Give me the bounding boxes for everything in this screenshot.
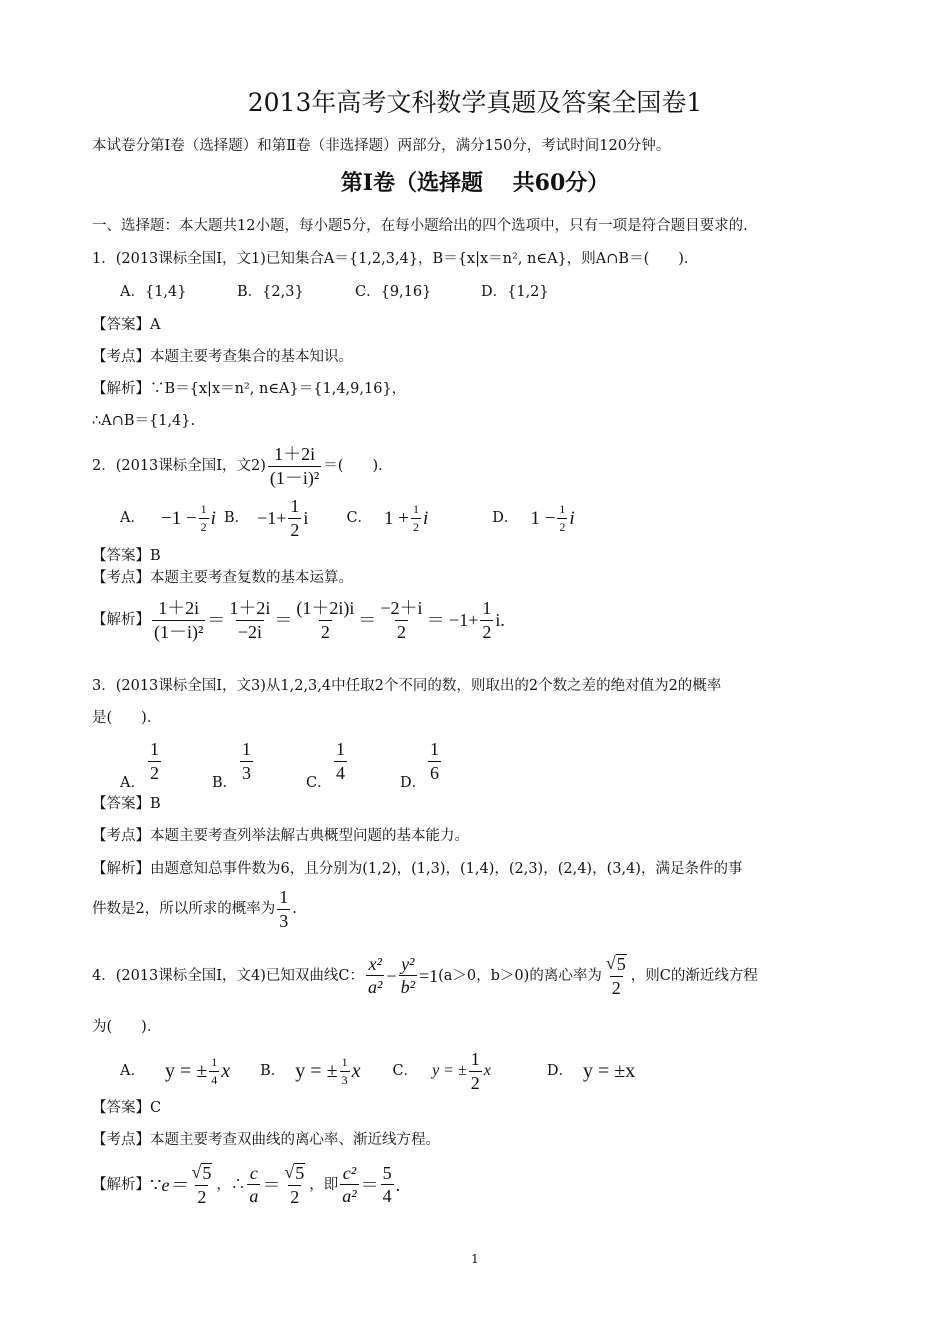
answer-value: B — [150, 796, 161, 812]
period: . — [395, 1174, 401, 1195]
q2-option-c-value — [384, 503, 428, 533]
point-text: 本题主要考查集合的基本知识。 — [150, 349, 353, 365]
q4-option-a-label: A． — [120, 1063, 145, 1080]
answer-label: 【答案】 — [92, 796, 150, 812]
fraction-den: 2 — [413, 519, 420, 534]
q1-option-b: B．{2,3} — [237, 284, 304, 300]
q3-analysis — [92, 862, 742, 877]
point-label: 【考点】 — [92, 828, 150, 844]
option-lead: y = ± — [164, 1060, 208, 1083]
fraction-den: (1－i)² — [154, 621, 204, 642]
q2-option-d-lead: 1 − — [530, 507, 556, 529]
analysis-text: ∵B＝{x|x＝n², n∈A}＝{1,4,9,16}， — [150, 381, 407, 397]
q1-point — [92, 350, 353, 365]
point-text: 本题主要考查列举法解古典概型问题的基本能力。 — [150, 828, 469, 844]
q3-option-c-fraction — [334, 740, 347, 783]
q2-options — [120, 497, 575, 540]
sqrt-symbol: √ 5 — [605, 953, 626, 974]
part-heading: 一、选择题：本大题共12小题，每小题5分，在每小题给出的四个选项中，只有一项是符合题目要求的. — [92, 218, 748, 234]
q2-result-tail: i. — [495, 610, 505, 631]
q4-option-c-fraction — [469, 1050, 482, 1093]
e-equals: e＝ — [161, 1174, 188, 1195]
fraction-num: 1 — [211, 1055, 218, 1070]
q2-option-c-fraction — [411, 503, 421, 533]
q2-option-d-label: D． — [492, 510, 519, 527]
imag-unit: i — [569, 507, 575, 529]
fraction-den: a² — [342, 1186, 357, 1207]
answer-value: B — [150, 548, 161, 564]
q3-option-c-label: C． — [306, 775, 332, 791]
q1-answer — [92, 318, 160, 333]
q4-sqrt5-over-2 — [282, 1163, 307, 1207]
q4-options — [120, 1050, 635, 1093]
q2-answer — [92, 549, 161, 564]
q2-option-a-label: A． — [120, 510, 145, 527]
point-label: 【考点】 — [92, 570, 150, 586]
q3-analysis-line2 — [92, 888, 297, 931]
q4-stem-mid: (a＞0，b＞0)的离心率为 — [438, 967, 602, 984]
answer-label: 【答案】 — [92, 1100, 150, 1116]
equals-sign: ＝ — [262, 1174, 281, 1195]
q1-option-d: D．{1,2} — [481, 284, 549, 300]
analysis-label: 【解析】 — [92, 612, 150, 629]
q2-option-b-label: B． — [223, 510, 250, 527]
equals-sign: ＝ — [207, 610, 226, 631]
option-lead: y = ± — [432, 1062, 467, 1080]
analysis-label: 【解析】 — [92, 381, 150, 397]
var-x: x — [483, 1062, 491, 1080]
fraction-den: 4 — [382, 1186, 392, 1207]
q4-stem-prefix: 4．(2013课标全国Ⅰ，文4)已知双曲线C： — [92, 967, 364, 984]
q3-point — [92, 829, 469, 844]
fraction-den: b² — [400, 977, 415, 998]
fraction-num: 1 — [150, 739, 159, 759]
fraction-num — [604, 954, 629, 976]
fraction-den: 2 — [320, 621, 330, 642]
sqrt-symbol: √ 5 — [191, 1162, 212, 1183]
equals-one: =1 — [418, 965, 439, 986]
fraction-num: 1 — [413, 502, 420, 517]
fraction-den: 4 — [336, 762, 345, 783]
fraction-num: 1 — [290, 496, 300, 516]
fraction-num: x² — [368, 953, 382, 974]
q3-options — [120, 740, 480, 792]
q2-fraction — [268, 445, 321, 488]
answer-value: C — [150, 1100, 162, 1116]
point-label: 【考点】 — [92, 349, 150, 365]
q1-analysis — [92, 382, 406, 397]
fraction-den: 2 — [150, 762, 159, 783]
point-text: 本题主要考查双曲线的离心率、渐近线方程。 — [150, 1132, 440, 1148]
minus-sign: − — [386, 965, 397, 986]
q4-point — [92, 1133, 440, 1148]
q4-eccentricity-fraction — [604, 954, 629, 998]
q1-stem: 1．(2013课标全国Ⅰ，文1)已知集合A＝{1,2,3,4}，B＝{x|x＝n², n∈A}，则A∩B＝( )． — [92, 251, 699, 267]
q4-option-c-label: C． — [392, 1063, 419, 1080]
q3-option-b-fraction — [240, 740, 253, 783]
q2-option-c-lead: 1 + — [384, 507, 410, 529]
q4-option-b-value — [295, 1056, 360, 1086]
q4-option-a-value — [165, 1056, 230, 1086]
q2-stem-suffix: ＝( )． — [323, 458, 393, 475]
fraction-den: −2i — [237, 621, 262, 642]
fraction-den: 2 — [197, 1186, 207, 1207]
q2-stem — [92, 445, 393, 488]
because-symbol: ∵ — [150, 1174, 162, 1195]
q3-option-a-fraction — [148, 740, 161, 783]
analysis-text: 件数是2，所以所求的概率为 — [92, 901, 276, 918]
fraction-num: 1 — [470, 1049, 480, 1069]
section-heading: 第Ⅰ卷（选择题 共60分） — [340, 170, 610, 196]
q2-option-d-value — [530, 503, 574, 533]
fraction-num: 1 — [279, 887, 289, 907]
answer-value: A — [150, 317, 161, 333]
fraction-den: 2 — [290, 519, 300, 540]
equals-sign: ＝ — [360, 1174, 379, 1195]
q2-result-lead: ＝ −1+ — [426, 610, 479, 631]
q4-option-b-fraction — [340, 1056, 350, 1086]
q2-stem-prefix: 2．(2013课标全国Ⅰ，文2) — [92, 458, 266, 475]
q3-stem-line2: 是( )． — [92, 710, 162, 726]
therefore-symbol: ，∴ — [216, 1176, 246, 1193]
fraction-num: y² — [401, 953, 415, 974]
fraction-num: c — [249, 1162, 258, 1183]
fraction-den: 2 — [482, 621, 492, 642]
q2-option-a-fraction — [199, 503, 209, 533]
q2-option-b-lead: −1+ — [257, 508, 287, 529]
fraction-den: 2 — [559, 519, 566, 534]
imag-unit: i — [423, 507, 429, 529]
q3-answer — [92, 797, 161, 812]
q3-result-fraction — [277, 888, 290, 931]
q3-stem: 3．(2013课标全国Ⅰ，文3)从1,2,3,4中任取2个不同的数，则取出的2个数之差的绝对值为2的概率 — [92, 678, 722, 694]
q4-option-d-label: D． — [546, 1063, 573, 1080]
fraction-num — [189, 1163, 214, 1185]
fraction-den: 2 — [290, 1186, 300, 1207]
point-label: 【考点】 — [92, 1132, 150, 1148]
fraction-num: 1 — [482, 598, 492, 618]
intro-text: 本试卷分第Ⅰ卷（选择题）和第Ⅱ卷（非选择题）两部分，满分150分，考试时间120分钟。 — [92, 138, 671, 154]
imag-unit: i — [210, 507, 216, 529]
q4-option-b-label: B． — [260, 1063, 286, 1080]
fraction-den: 2 — [470, 1072, 480, 1093]
q2-option-a-lead: −1 − — [160, 507, 197, 529]
q1-analysis-line2: ∴A∩B＝{1,4}. — [92, 413, 196, 429]
q4-c-over-a — [247, 1164, 260, 1207]
equals-sign: ＝ — [274, 610, 293, 631]
fraction-num: 1 — [430, 739, 439, 759]
answer-label: 【答案】 — [92, 317, 150, 333]
answer-label: 【答案】 — [92, 548, 150, 564]
analysis-text: 由题意知总事件数为6，且分别为(1,2)，(1,3)，(1,4)，(2,3)，(2,4)，(3,4)，满足条件的事 — [150, 861, 743, 877]
q2-option-c-label: C． — [346, 510, 373, 527]
q2-step2 — [227, 599, 272, 642]
radicand: 5 — [202, 1163, 212, 1183]
fraction-den: 2 — [396, 621, 406, 642]
equals-sign: ＝ — [358, 610, 377, 631]
q4-stem-line2: 为( )． — [92, 1019, 162, 1035]
fraction-den: 3 — [279, 910, 289, 931]
q4-option-d-value: y = ±x — [583, 1060, 636, 1083]
q3-option-d-label: D． — [400, 775, 427, 791]
q3-option-d-fraction — [428, 740, 441, 783]
sqrt-symbol: √ 5 — [284, 1162, 305, 1183]
fraction-num: 5 — [382, 1162, 392, 1183]
q4-option-a-fraction — [209, 1056, 219, 1086]
q4-option-c-value — [432, 1050, 491, 1093]
fraction-den: 2 — [611, 977, 621, 998]
fraction-den: 4 — [211, 1072, 218, 1087]
q2-point — [92, 571, 353, 586]
q2-option-b-value — [257, 497, 308, 540]
q2-option-a-value — [161, 503, 216, 533]
analysis-text-tail: . — [292, 901, 297, 918]
q4-result-fraction — [381, 1164, 394, 1207]
fraction-num: c² — [342, 1162, 357, 1183]
fraction-den: a² — [368, 977, 383, 998]
fraction-den: 6 — [430, 762, 439, 783]
q1-option-a: A．{1,4} — [120, 284, 187, 300]
fraction-num: 1＋2i — [229, 598, 271, 618]
q2-result-fraction — [480, 599, 493, 642]
q2-step4 — [378, 599, 424, 642]
q3-option-b-label: B． — [212, 775, 238, 791]
q4-e-fraction — [189, 1163, 214, 1207]
fraction-num: 1＋2i — [158, 598, 200, 618]
analysis-label: 【解析】 — [92, 1176, 150, 1193]
var-x: x — [351, 1060, 361, 1083]
q2-fraction-numerator: 1＋2i — [274, 444, 316, 464]
fraction-num: 1 — [559, 502, 566, 517]
q4-c2-over-a2 — [340, 1164, 358, 1207]
imag-unit: i — [303, 508, 309, 529]
fraction-num: 1 — [341, 1055, 348, 1070]
fraction-num: 1 — [200, 502, 207, 517]
q4-y2-over-b2 — [399, 955, 417, 998]
fraction-den: 3 — [242, 762, 251, 783]
fraction-den: 3 — [341, 1072, 348, 1087]
namely-text: ，即 — [309, 1176, 339, 1193]
q2-step3 — [294, 599, 356, 642]
q2-step1 — [152, 599, 205, 642]
fraction-num — [282, 1163, 307, 1185]
q4-analysis — [92, 1163, 400, 1207]
q2-option-b-fraction — [288, 497, 301, 540]
q2-option-d-fraction — [557, 503, 567, 533]
q4-stem — [92, 954, 758, 998]
fraction-num: 1 — [242, 739, 251, 759]
var-x: x — [221, 1060, 231, 1083]
radicand: 5 — [295, 1163, 305, 1183]
fraction-num: −2＋i — [380, 598, 423, 618]
fraction-den: 2 — [200, 519, 207, 534]
q2-analysis — [92, 599, 505, 642]
fraction-num: (1＋2i)i — [296, 598, 355, 618]
option-lead: y = ± — [295, 1060, 338, 1083]
q4-answer — [92, 1101, 161, 1116]
fraction-num: 1 — [336, 739, 345, 759]
fraction-den: a — [249, 1186, 259, 1207]
page-title: 2013年高考文科数学真题及答案全国卷1 — [247, 88, 703, 117]
analysis-label: 【解析】 — [92, 861, 150, 877]
q3-option-a-label: A． — [120, 775, 145, 791]
point-text: 本题主要考查复数的基本运算。 — [150, 570, 353, 586]
q2-fraction-denominator: (1－i)² — [269, 467, 320, 488]
radicand: 5 — [616, 954, 626, 974]
q4-stem-suffix: ，则C的渐近线方程 — [630, 967, 758, 984]
q4-x2-over-a2 — [366, 955, 384, 998]
page-number: 1 — [471, 1252, 479, 1266]
q1-option-c: C．{9,16} — [355, 284, 432, 300]
